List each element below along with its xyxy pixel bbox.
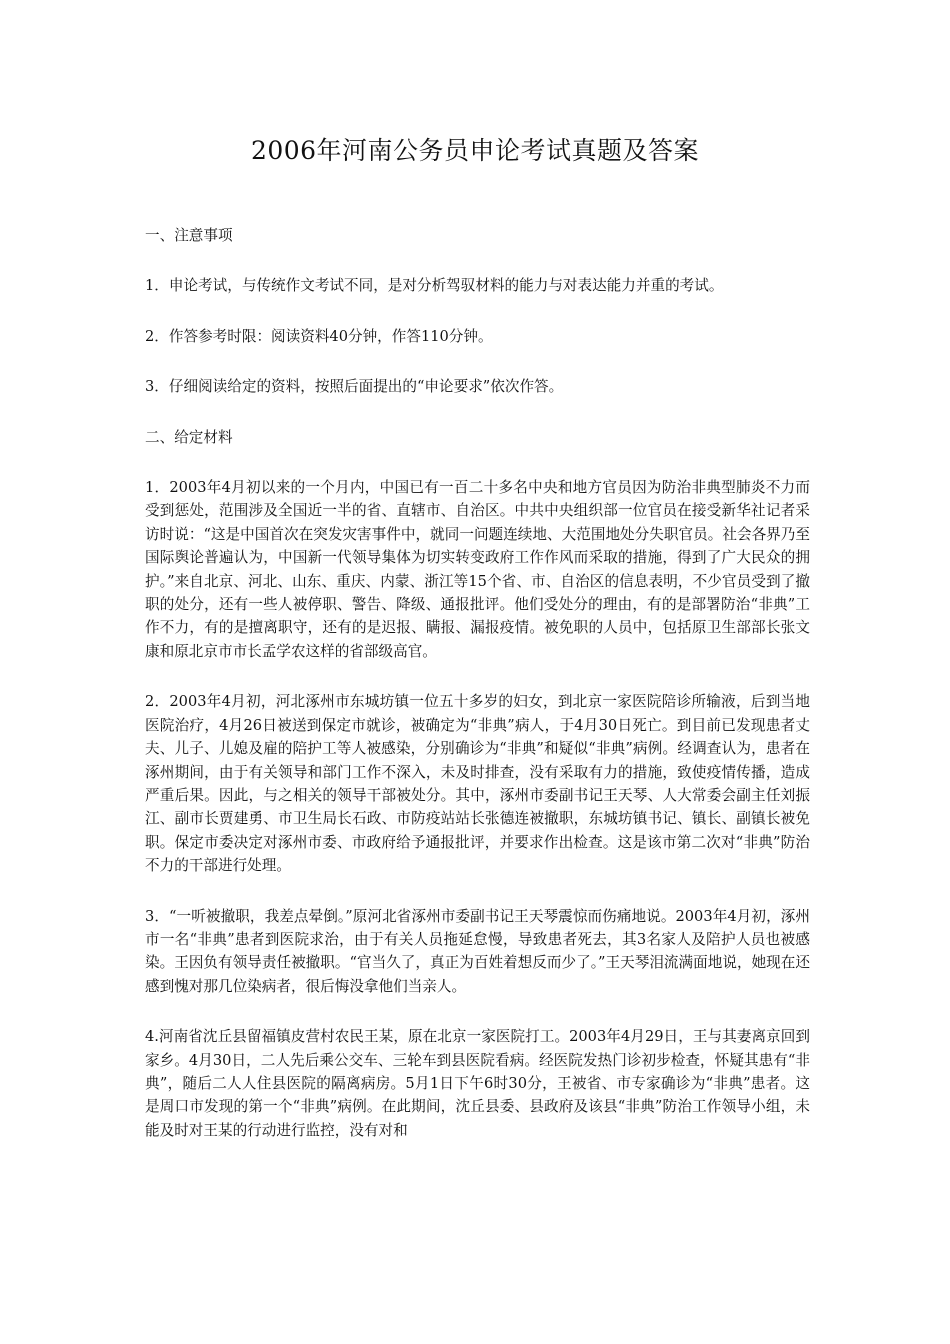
section-heading-materials: 二、给定材料	[145, 428, 233, 446]
document-body	[145, 224, 810, 1169]
material-paragraph: 3．“一听被撤职，我差点晕倒。”原河北省涿州市委副书记王天琴震惊而伤痛地说。2003年4月初，涿州市一名“非典”患者到医院求治，由于有关人员拖延怠慢，导致患者死去，其3名家人及陪护人员也被感染。王因负有领导责任被撤职。“官当久了，真正为百姓着想反而少了。”王天琴泪流满面地说，她现在还感到愧对那几位染病者，很后悔没拿他们当亲人。	[145, 907, 810, 995]
section-heading-notes: 一、注意事项	[145, 227, 233, 244]
material-paragraph: 1．2003年4月初以来的一个月内，中国已有一百二十多名中央和地方官员因为防治非典型肺炎不力而受到惩处，范围涉及全国近一半的省、直辖市、自治区。中共中央组织部一位官员在接受新华社记者采访时说：“这是中国首次在突发灾害事件中，就同一问题连续地、大范围地处分失职官员。社会各界乃至国际舆论普遍认为，中国新一代领导集体为切实转变政府工作作风而采取的措施，得到了广大民众的拥护。”来自北京、河北、山东、重庆、内蒙、浙江等15个省、市、自治区的信息表明，不少官员受到了撤职的处分，还有一些人被停职、警告、降级、通报批评。他们受处分的理由，有的是部署防治“非典”工作不力，有的是擅离职守，还有的是迟报、瞒报、漏报疫情。被免职的人员中，包括原卫生部部长张文康和原北京市市长孟学农这样的省部级高官。	[145, 479, 810, 660]
material-paragraph: 4.河南省沈丘县留福镇皮营村农民王某，原在北京一家医院打工。2003年4月29日，王与其妻离京回到家乡。4月30日，二人先后乘公交车、三轮车到县医院看病。经医院发热门诊初步检查，怀疑其患有“非典”，随后二人人住县医院的隔离病房。5月1日下午6时30分，王被省、市专家确诊为“非典”患者。这是周口市发现的第一个“非典”病例。在此期间，沈丘县委、县政府及该县“非典”防治工作领导小组，未能及时对王某的行动进行监控，没有对和	[145, 1028, 810, 1139]
note-item: 1．申论考试，与传统作文考试不同，是对分析驾驭材料的能力与对表达能力并重的考试。	[145, 277, 724, 295]
note-item: 2．作答参考时限：阅读资料40分钟，作答110分钟。	[145, 327, 493, 345]
note-item: 3．仔细阅读给定的资料，按照后面提出的“申论要求”依次作答。	[145, 378, 564, 396]
document-title: 2006年河南公务员申论考试真题及答案	[250, 136, 700, 165]
material-paragraph: 2．2003年4月初，河北涿州市东城坊镇一位五十多岁的妇女，到北京一家医院陪诊所输液，后到当地医院治疗，4月26日被送到保定市就诊，被确定为“非典”病人，于4月30日死亡。到目前已发现患者丈夫、儿子、儿媳及雇的陪护工等人被感染，分别确诊为“非典”和疑似“非典”病例。经调查认为，患者在涿州期间，由于有关领导和部门工作不深入，未及时排查，没有采取有力的措施，致使疫情传播，造成严重后果。因此，与之相关的领导干部被处分。其中，涿州市委副书记王天琴、人大常委会副主任刘振江、副市长贾建勇、市卫生局长石政、市防疫站站长张德连被撤职，东城坊镇书记、镇长、副镇长被免职。保定市委决定对涿州市委、市政府给予通报批评，并要求作出检查。这是该市第二次对“非典”防治不力的干部进行处理。	[145, 693, 810, 875]
